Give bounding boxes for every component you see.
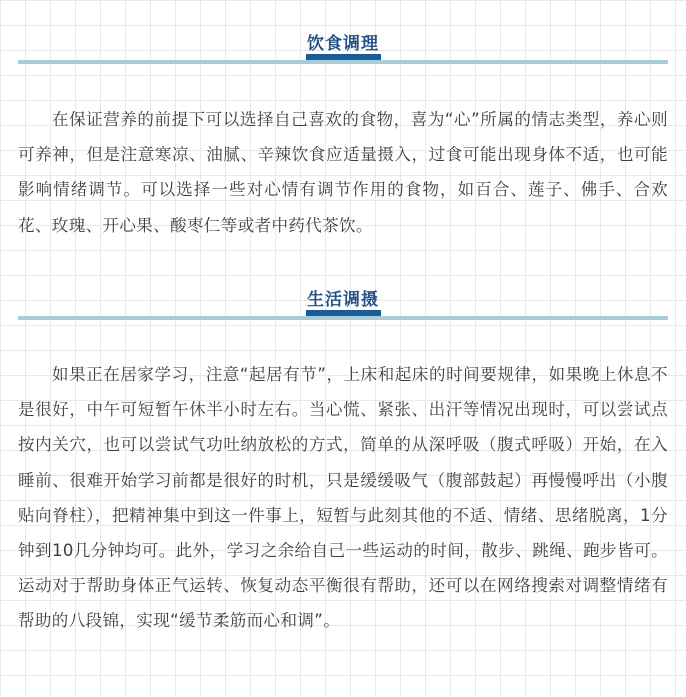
section-title-diet: 饮食调理 (307, 34, 379, 54)
divider-diet (18, 60, 668, 64)
paragraph-lifestyle: 如果正在居家学习，注意“起居有节”，上床和起床的时间要规律，如果晚上休息不是很好，中午可短暂午休半小时左右。当心慌、紧张、出汗等情况出现时，可以尝试点按内关穴，也可以尝试气功吐纳放松的方式，简单的从深呼吸（腹式呼吸）开始，在入睡前、很难开始学习前都是很好的时机，只是缓缓吸气（腹部鼓起）再慢慢呼出（小腹贴向脊柱），把精神集中到这一件事上，短暂与此刻其他的不适、情绪、思绪脱离，1分钟到10几分钟均可。此外，学习之余给自己一些运动的时间，散步、跳绳、跑步皆可。运动对于帮助身体正气运转、恢复动态平衡很有帮助，还可以在网络搜索对调整情绪有帮助的八段锦，实现“缓节柔筋而心和调”。 (18, 365, 668, 631)
section-title-lifestyle: 生活调摄 (307, 290, 379, 310)
divider-lifestyle (18, 316, 668, 320)
paragraph-diet: 在保证营养的前提下可以选择自己喜欢的食物，喜为“心”所属的情志类型，养心则可养神，但是注意寒凉、油腻、辛辣饮食应适量摄入，过食可能出现身体不适，也可能影响情绪调节。可以选择一些对心情有调节作用的食物，如百合、莲子、佛手、合欢花、玫瑰、开心果、酸枣仁等或者中药代茶饮。 (18, 110, 668, 235)
